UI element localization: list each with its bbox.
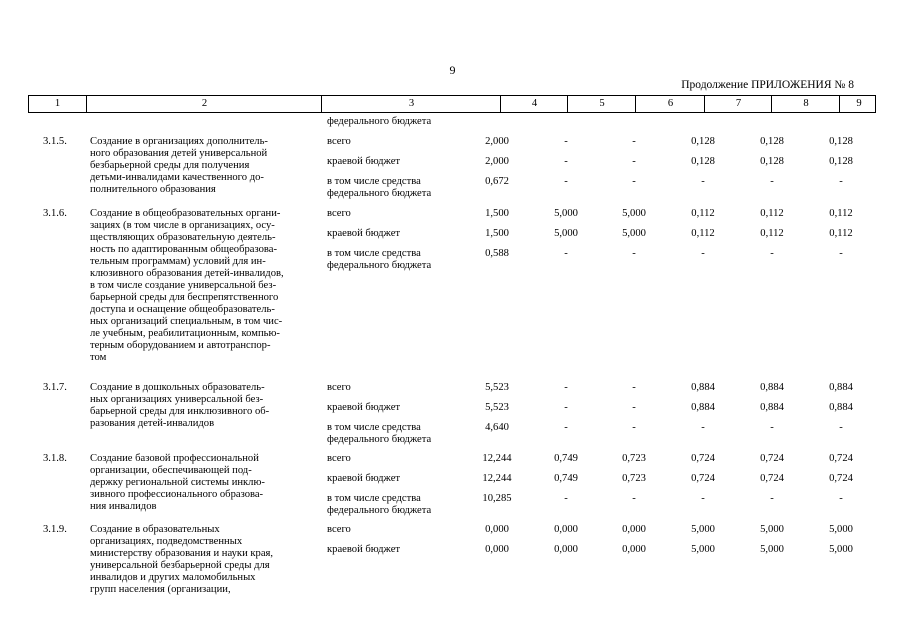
value-col-4: 0,588 bbox=[485, 248, 509, 259]
value-col-4: 2,000 bbox=[485, 156, 509, 167]
row-description: ного образования детей универсальной bbox=[90, 148, 268, 159]
value-col-5: - bbox=[564, 493, 568, 504]
row-description: детьми-инвалидами качественного до- bbox=[90, 172, 264, 183]
funding-source: всего bbox=[327, 453, 351, 464]
funding-source: в том числе средства bbox=[327, 493, 421, 504]
value-col-8: 0,112 bbox=[760, 208, 784, 219]
header-col-8: 8 bbox=[771, 96, 840, 112]
value-col-5: 5,000 bbox=[554, 228, 578, 239]
row-description: барьерной среды для инклюзивного об- bbox=[90, 406, 270, 417]
row-description: ществляющих образовательную деятель- bbox=[90, 232, 276, 243]
row-description: групп населения (организации, bbox=[90, 584, 231, 595]
value-col-5: 0,000 bbox=[554, 524, 578, 535]
value-col-8: 0,128 bbox=[760, 136, 784, 147]
value-col-8: 0,884 bbox=[760, 402, 784, 413]
value-col-6: - bbox=[632, 422, 636, 433]
row-description: организации, обеспечивающей под- bbox=[90, 465, 252, 476]
row-description: инвалидов и других маломобильных bbox=[90, 572, 256, 583]
value-col-5: - bbox=[564, 422, 568, 433]
value-col-5: 0,749 bbox=[554, 473, 578, 484]
value-col-8: 5,000 bbox=[760, 544, 784, 555]
value-col-5: - bbox=[564, 402, 568, 413]
value-col-8: - bbox=[770, 422, 774, 433]
value-col-7: 0,128 bbox=[691, 136, 715, 147]
funding-source: всего bbox=[327, 136, 351, 147]
row-description: Создание в дошкольных образователь- bbox=[90, 382, 265, 393]
value-col-5: 0,749 bbox=[554, 453, 578, 464]
value-col-9: 0,112 bbox=[829, 208, 853, 219]
row-description: в том числе создание универсальной без- bbox=[90, 280, 277, 291]
value-col-9: 0,884 bbox=[829, 402, 853, 413]
value-col-9: - bbox=[839, 422, 843, 433]
funding-source: в том числе средства bbox=[327, 248, 421, 259]
row-description: держку региональной системы инклю- bbox=[90, 477, 265, 488]
row-description: Создание базовой профессиональной bbox=[90, 453, 259, 464]
row-description: терным оборудованием и автотранспор- bbox=[90, 340, 271, 351]
row-description: Создание в организациях дополнитель- bbox=[90, 136, 268, 147]
value-col-9: - bbox=[839, 493, 843, 504]
value-col-4: 5,523 bbox=[485, 382, 509, 393]
funding-source: в том числе средства bbox=[327, 176, 421, 187]
row-description: барьерной среды для беспрепятственного bbox=[90, 292, 279, 303]
value-col-4: 10,285 bbox=[482, 493, 512, 504]
row-description: ле учебным, реабилитационным, компью- bbox=[90, 328, 280, 339]
value-col-4: 1,500 bbox=[485, 208, 509, 219]
header-col-4: 4 bbox=[500, 96, 568, 112]
value-col-9: 0,724 bbox=[829, 473, 853, 484]
value-col-4: 1,500 bbox=[485, 228, 509, 239]
value-col-5: 0,000 bbox=[554, 544, 578, 555]
value-col-9: - bbox=[839, 176, 843, 187]
value-col-8: 0,724 bbox=[760, 473, 784, 484]
value-col-7: 5,000 bbox=[691, 544, 715, 555]
value-col-8: - bbox=[770, 176, 774, 187]
value-col-7: 0,128 bbox=[691, 156, 715, 167]
row-code: 3.1.6. bbox=[43, 208, 67, 219]
carryover-source-text: федерального бюджета bbox=[327, 116, 432, 127]
row-description: министерству образования и науки края, bbox=[90, 548, 274, 559]
row-description: ность по адаптированным общеобразова- bbox=[90, 244, 277, 255]
row-description: доступа и оснащение общеобразователь- bbox=[90, 304, 275, 315]
value-col-7: 0,112 bbox=[691, 228, 715, 239]
value-col-5: - bbox=[564, 156, 568, 167]
row-description: универсальной безбарьерной среды для bbox=[90, 560, 270, 571]
value-col-7: - bbox=[701, 422, 705, 433]
value-col-7: - bbox=[701, 493, 705, 504]
value-col-6: 0,723 bbox=[622, 473, 646, 484]
funding-source: краевой бюджет bbox=[327, 402, 401, 413]
value-col-5: 5,000 bbox=[554, 208, 578, 219]
value-col-9: 0,128 bbox=[829, 156, 853, 167]
value-col-6: - bbox=[632, 402, 636, 413]
row-description: зивного профессионального образова- bbox=[90, 489, 264, 500]
value-col-9: 0,128 bbox=[829, 136, 853, 147]
value-col-5: - bbox=[564, 382, 568, 393]
value-col-9: 0,112 bbox=[829, 228, 853, 239]
row-description: клюзивного образования детей-инвалидов, bbox=[90, 268, 284, 279]
value-col-4: 4,640 bbox=[485, 422, 509, 433]
value-col-6: 5,000 bbox=[622, 228, 646, 239]
value-col-6: - bbox=[632, 156, 636, 167]
value-col-8: - bbox=[770, 493, 774, 504]
value-col-8: 0,112 bbox=[760, 228, 784, 239]
value-col-9: - bbox=[839, 248, 843, 259]
value-col-4: 5,523 bbox=[485, 402, 509, 413]
row-description: Создание в общеобразовательных органи- bbox=[90, 208, 281, 219]
value-col-6: - bbox=[632, 136, 636, 147]
value-col-8: 0,128 bbox=[760, 156, 784, 167]
funding-source: федерального бюджета bbox=[327, 260, 432, 271]
header-col-2: 2 bbox=[86, 96, 322, 112]
funding-source: всего bbox=[327, 382, 351, 393]
value-col-6: - bbox=[632, 176, 636, 187]
header-col-6: 6 bbox=[635, 96, 705, 112]
row-description: том bbox=[90, 352, 107, 363]
row-description: разования детей-инвалидов bbox=[90, 418, 215, 429]
value-col-5: - bbox=[564, 248, 568, 259]
row-code: 3.1.9. bbox=[43, 524, 67, 535]
row-description: безбарьерной среды для получения bbox=[90, 160, 250, 171]
row-description: ных организаций специальным, в том чис- bbox=[90, 316, 283, 327]
value-col-4: 0,000 bbox=[485, 524, 509, 535]
value-col-6: 0,000 bbox=[622, 524, 646, 535]
value-col-4: 0,672 bbox=[485, 176, 509, 187]
value-col-6: 0,723 bbox=[622, 453, 646, 464]
value-col-6: - bbox=[632, 382, 636, 393]
value-col-7: 0,112 bbox=[691, 208, 715, 219]
row-description: ния инвалидов bbox=[90, 501, 157, 512]
value-col-6: - bbox=[632, 493, 636, 504]
value-col-6: 5,000 bbox=[622, 208, 646, 219]
funding-source: всего bbox=[327, 208, 351, 219]
value-col-7: - bbox=[701, 176, 705, 187]
value-col-4: 2,000 bbox=[485, 136, 509, 147]
funding-source: федерального бюджета bbox=[327, 505, 432, 516]
funding-source: краевой бюджет bbox=[327, 544, 401, 555]
value-col-9: 0,884 bbox=[829, 382, 853, 393]
value-col-8: 0,724 bbox=[760, 453, 784, 464]
row-description: полнительного образования bbox=[90, 184, 216, 195]
value-col-4: 12,244 bbox=[482, 453, 512, 464]
row-description: Создание в образовательных bbox=[90, 524, 220, 535]
value-col-7: 0,724 bbox=[691, 453, 715, 464]
value-col-6: 0,000 bbox=[622, 544, 646, 555]
row-code: 3.1.5. bbox=[43, 136, 67, 147]
header-col-5: 5 bbox=[567, 96, 636, 112]
row-description: тельным программам) условий для ин- bbox=[90, 256, 266, 267]
value-col-7: 5,000 bbox=[691, 524, 715, 535]
value-col-9: 5,000 bbox=[829, 544, 853, 555]
funding-source: в том числе средства bbox=[327, 422, 421, 433]
value-col-8: 5,000 bbox=[760, 524, 784, 535]
funding-source: краевой бюджет bbox=[327, 156, 401, 167]
funding-source: краевой бюджет bbox=[327, 473, 401, 484]
value-col-9: 5,000 bbox=[829, 524, 853, 535]
header-col-7: 7 bbox=[704, 96, 772, 112]
page-number: 9 bbox=[449, 63, 456, 77]
value-col-4: 0,000 bbox=[485, 544, 509, 555]
appendix-continuation-title: Продолжение ПРИЛОЖЕНИЯ № 8 bbox=[681, 79, 854, 91]
value-col-9: 0,724 bbox=[829, 453, 853, 464]
row-description: организациях, подведомственных bbox=[90, 536, 243, 547]
value-col-6: - bbox=[632, 248, 636, 259]
header-col-1: 1 bbox=[54, 98, 61, 109]
header-col-3: 3 bbox=[321, 96, 501, 112]
row-description: зациях (в том числе в организациях, осу- bbox=[90, 220, 275, 231]
table-header bbox=[28, 95, 876, 113]
funding-source: федерального бюджета bbox=[327, 188, 432, 199]
value-col-8: - bbox=[770, 248, 774, 259]
funding-source: всего bbox=[327, 524, 351, 535]
value-col-7: 0,884 bbox=[691, 382, 715, 393]
header-col-9: 9 bbox=[839, 96, 878, 112]
value-col-7: 0,884 bbox=[691, 402, 715, 413]
value-col-5: - bbox=[564, 136, 568, 147]
value-col-7: - bbox=[701, 248, 705, 259]
funding-source: краевой бюджет bbox=[327, 228, 401, 239]
value-col-7: 0,724 bbox=[691, 473, 715, 484]
funding-source: федерального бюджета bbox=[327, 434, 432, 445]
value-col-4: 12,244 bbox=[482, 473, 512, 484]
value-col-5: - bbox=[564, 176, 568, 187]
row-description: ных организациях универсальной без- bbox=[90, 394, 264, 405]
row-code: 3.1.8. bbox=[43, 453, 67, 464]
value-col-8: 0,884 bbox=[760, 382, 784, 393]
row-code: 3.1.7. bbox=[43, 382, 67, 393]
